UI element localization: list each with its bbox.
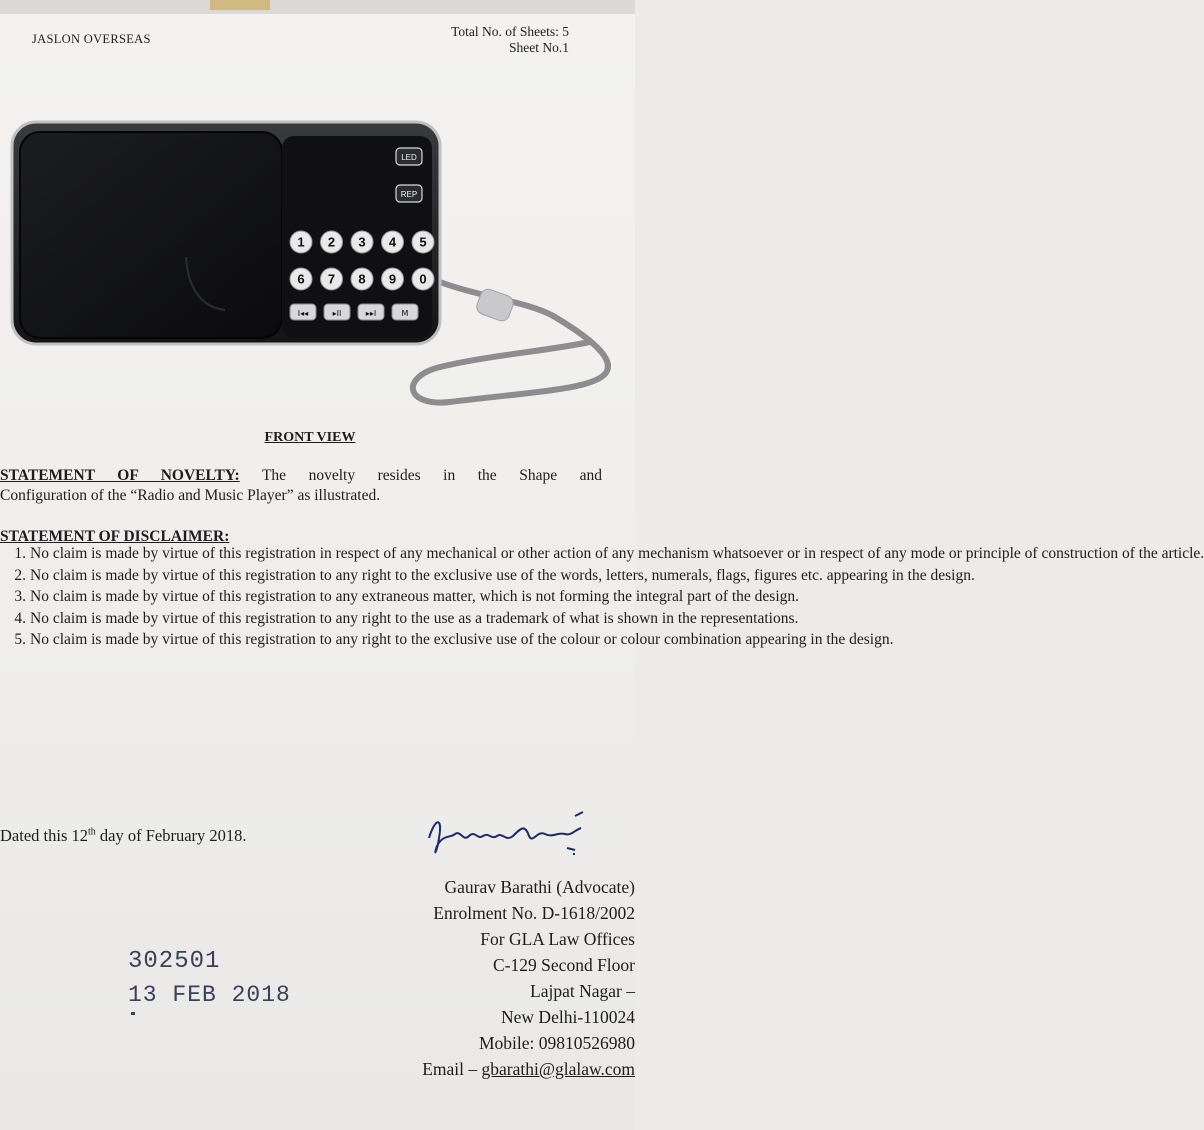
- company-name: JASLON OVERSEAS: [32, 32, 151, 46]
- led-label: LED: [401, 153, 417, 162]
- control-button-label: M: [401, 309, 409, 318]
- keypad-button-label: 9: [388, 271, 397, 287]
- keypad-button-3: [351, 231, 373, 253]
- keypad-button-7: [321, 268, 343, 290]
- keypad-button-label: 2: [327, 234, 336, 250]
- control-button-0: [290, 304, 316, 320]
- sheet-number: Sheet No.1: [509, 40, 569, 55]
- novelty-text-1: The novelty resides in the Shape and: [261, 467, 602, 484]
- keypad-button-1: [290, 231, 312, 253]
- keypad-button-label: 8: [358, 271, 366, 287]
- keypad-button-2: [321, 231, 343, 253]
- list-item: [0, 566, 975, 587]
- novelty-line-2: Configuration of the “Radio and Music Player” as illustrated.: [0, 487, 381, 504]
- item-number: 4.: [14, 609, 26, 627]
- dated-line: [0, 826, 247, 846]
- rep-label: REP: [400, 190, 418, 199]
- control-button-label: ▸▸I: [365, 309, 377, 318]
- advocate-block: [422, 874, 635, 1082]
- keypad-button-label: 6: [297, 271, 305, 287]
- stamp-number: 302501: [128, 948, 221, 975]
- keypad-button-label: 7: [327, 271, 336, 287]
- control-button-2: [358, 304, 384, 320]
- sheet-info: [451, 24, 569, 56]
- keypad-button-label: 3: [358, 234, 366, 250]
- dated-prefix: Dated this 12: [0, 826, 88, 845]
- item-number: 2.: [14, 566, 26, 584]
- control-button-3: [392, 304, 418, 320]
- keypad-button-0: [412, 268, 434, 290]
- statement-of-novelty: [0, 466, 602, 506]
- city: New Delhi-110024: [501, 1007, 635, 1027]
- keypad-button-6: [290, 268, 312, 290]
- email-link[interactable]: gbarathi@glalaw.com: [481, 1059, 635, 1079]
- front-view-label: FRONT VIEW: [264, 430, 356, 445]
- item-text: No claim is made by virtue of this registration to any right to the exclusive use of the words, letters, numerals, flags, figures etc. appearing in the design.: [30, 566, 975, 584]
- rep-button: [396, 185, 422, 202]
- item-number: 5.: [14, 631, 26, 648]
- control-button-1: [324, 304, 350, 320]
- advocate-name: Gaurav Barathi (Advocate): [444, 877, 635, 897]
- list-item: [0, 609, 799, 630]
- product-image: [10, 112, 635, 412]
- keypad-button-5: [412, 231, 434, 253]
- item-text: No claim is made by virtue of this registration to any right to the exclusive use of the colour or colour combination appearing in the design.: [30, 631, 894, 648]
- item-text: No claim is made by virtue of this registration in respect of any mechanical or other action of any mechanism whatsoever or in respect of any mode or principle of construction of the article.: [30, 545, 1204, 562]
- signature: [425, 808, 600, 864]
- list-item: [0, 587, 800, 608]
- control-button-label: I◂◂: [297, 309, 309, 318]
- email-label: Email –: [422, 1059, 482, 1079]
- list-item: [0, 544, 1204, 565]
- address-line-2: Lajpat Nagar –: [530, 981, 635, 1001]
- item-number: 3.: [14, 588, 26, 605]
- speaker-grill: [20, 132, 282, 338]
- enrolment-number: Enrolment No. D-1618/2002: [433, 903, 635, 923]
- novelty-heading: STATEMENT OF NOVELTY:: [0, 467, 240, 484]
- keypad-button-4: [382, 231, 404, 253]
- stamp-date: 13 FEB 2018: [128, 982, 291, 1008]
- item-text: No claim is made by virtue of this registration to any right to the use as a trademark of what is shown in the representations.: [30, 609, 799, 627]
- dated-suffix: day of February 2018.: [95, 826, 247, 845]
- control-button-label: ▸II: [332, 309, 342, 318]
- disclaimer-list: [0, 544, 1204, 652]
- list-item: [0, 630, 894, 651]
- mobile: Mobile: 09810526980: [478, 1033, 635, 1053]
- keypad-button-9: [382, 268, 404, 290]
- item-number: 1.: [14, 545, 26, 562]
- stamp-dash: [131, 1012, 135, 1015]
- keypad-button-label: 0: [419, 271, 427, 287]
- dated-ordinal: th: [88, 826, 96, 838]
- address-line-1: C-129 Second Floor: [493, 955, 635, 975]
- paper-mark: [210, 0, 270, 10]
- keypad-button-8: [351, 268, 373, 290]
- keypad-button-label: 1: [297, 234, 305, 250]
- item-text: No claim is made by virtue of this registration to any extraneous matter, which is not forming the integral part of the design.: [30, 588, 800, 605]
- keypad-button-label: 4: [388, 234, 397, 250]
- disclaimer-heading: STATEMENT OF DISCLAIMER:: [0, 528, 230, 545]
- wrist-strap: [413, 282, 608, 403]
- led-button: [396, 148, 422, 165]
- total-sheets: Total No. of Sheets: 5: [451, 24, 569, 39]
- email-line: [422, 1056, 635, 1082]
- firm-name: For GLA Law Offices: [480, 929, 635, 949]
- keypad-button-label: 5: [419, 234, 427, 250]
- novelty-line-1: [0, 466, 602, 486]
- top-edge: [0, 0, 635, 14]
